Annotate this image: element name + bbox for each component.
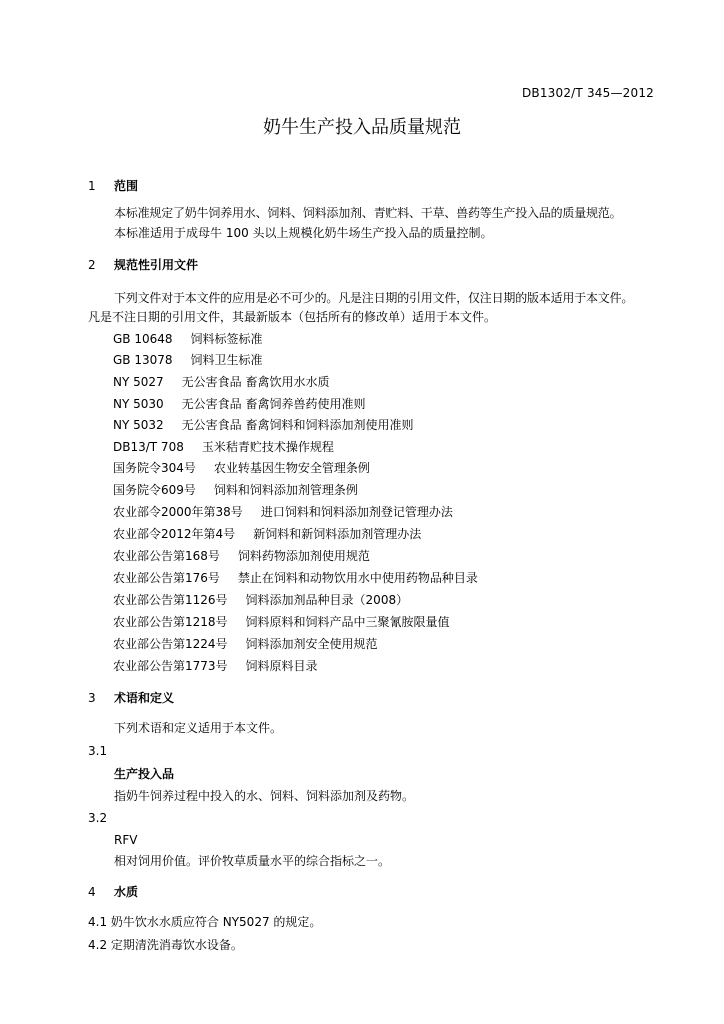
clause-item xyxy=(88,914,321,930)
section-heading-terms-definitions xyxy=(88,690,174,706)
reference-code: 农业部公告第1126号 xyxy=(113,593,228,607)
clause-text: 奶牛饮水水质应符合 NY5027 的规定。 xyxy=(110,915,322,929)
reference-code: 国务院令304号 xyxy=(113,461,196,475)
reference-code: GB 10648 xyxy=(113,332,173,346)
reference-name: 饲料原料目录 xyxy=(245,659,318,673)
reference-code: 农业部公告第1224号 xyxy=(113,637,228,651)
paragraph: 本标准适用于成母牛 100 头以上规模化奶牛场生产投入品的质量控制。 xyxy=(114,226,493,240)
reference-code: NY 5032 xyxy=(113,418,164,432)
section-title: 术语和定义 xyxy=(114,691,175,705)
section-number: 1 xyxy=(88,179,96,193)
clause-text: 定期清洗消毒饮水设备。 xyxy=(110,938,243,952)
reference-item xyxy=(113,417,414,433)
reference-name: 饲料标签标准 xyxy=(190,332,263,346)
reference-item xyxy=(113,614,450,630)
reference-code: 农业部公告第1218号 xyxy=(113,615,228,629)
reference-name: 无公害食品 畜禽饲料和饲料添加剂使用准则 xyxy=(181,418,414,432)
document-title: 奶牛生产投入品质量规范 xyxy=(263,117,461,138)
clause-item xyxy=(88,937,243,953)
reference-item xyxy=(113,592,408,608)
section-number: 3 xyxy=(88,691,96,705)
paragraph: 下列文件对于本文件的应用是必不可少的。凡是注日期的引用文件，仅注日期的版本适用于本文件。 xyxy=(114,291,634,305)
reference-item xyxy=(113,636,378,652)
reference-code: NY 5030 xyxy=(113,397,164,411)
reference-name: 饲料原料和饲料产品中三聚氰胺限量值 xyxy=(245,615,450,629)
reference-name: 饲料添加剂品种目录（2008） xyxy=(245,593,409,607)
reference-item xyxy=(113,482,358,498)
reference-item xyxy=(113,374,330,390)
reference-name: 农业转基因生物安全管理条例 xyxy=(213,461,370,475)
reference-code: 国务院令609号 xyxy=(113,483,196,497)
section-number: 4 xyxy=(88,885,96,899)
reference-name: 饲料添加剂安全使用规范 xyxy=(245,637,378,651)
reference-code: 农业部公告第168号 xyxy=(113,549,220,563)
reference-item xyxy=(113,439,334,455)
section-title: 水质 xyxy=(114,885,139,899)
term-name: 生产投入品 xyxy=(114,767,175,781)
reference-name: 饲料药物添加剂使用规范 xyxy=(237,549,370,563)
section-heading-scope xyxy=(88,178,138,194)
reference-item xyxy=(113,658,318,674)
clause-number: 4.1 xyxy=(88,915,108,929)
term-number: 3.1 xyxy=(88,744,108,758)
reference-name: 无公害食品 畜禽饲养兽药使用准则 xyxy=(181,397,366,411)
term-definition: 相对饲用价值。评价牧草质量水平的综合指标之一。 xyxy=(114,854,391,868)
reference-item xyxy=(113,504,453,520)
reference-name: 饲料卫生标准 xyxy=(190,353,263,367)
reference-name: 进口饲料和饲料添加剂登记管理办法 xyxy=(260,505,453,519)
reference-code: 农业部令2000年第38号 xyxy=(113,505,243,519)
paragraph: 下列术语和定义适用于本文件。 xyxy=(114,721,283,735)
paragraph: 凡是不注日期的引用文件，其最新版本（包括所有的修改单）适用于本文件。 xyxy=(88,310,497,324)
term-definition: 指奶牛饲养过程中投入的水、饲料、饲料添加剂及药物。 xyxy=(114,789,415,803)
reference-item xyxy=(113,396,366,412)
section-heading-water-quality xyxy=(88,884,138,900)
term-name: RFV xyxy=(114,833,138,847)
reference-item xyxy=(113,548,370,564)
standard-code: DB1302/T 345—2012 xyxy=(521,86,654,100)
reference-code: GB 13078 xyxy=(113,353,173,367)
section-title: 规范性引用文件 xyxy=(114,258,199,272)
reference-name: 无公害食品 畜禽饮用水水质 xyxy=(181,375,330,389)
reference-name: 新饲料和新饲料添加剂管理办法 xyxy=(253,527,422,541)
term-number: 3.2 xyxy=(88,811,108,825)
reference-item xyxy=(113,331,263,347)
section-number: 2 xyxy=(88,258,96,272)
reference-name: 禁止在饲料和动物饮用水中使用药物品种目录 xyxy=(237,571,478,585)
reference-code: DB13/T 708 xyxy=(113,440,184,454)
section-title: 范围 xyxy=(114,179,139,193)
reference-item xyxy=(113,352,263,368)
reference-code: NY 5027 xyxy=(113,375,164,389)
reference-code: 农业部公告第176号 xyxy=(113,571,220,585)
reference-code: 农业部公告第1773号 xyxy=(113,659,228,673)
clause-number: 4.2 xyxy=(88,938,108,952)
reference-name: 饲料和饲料添加剂管理条例 xyxy=(213,483,358,497)
reference-code: 农业部令2012年第4号 xyxy=(113,527,236,541)
reference-name: 玉米秸青贮技术操作规程 xyxy=(201,440,334,454)
reference-item xyxy=(113,526,421,542)
reference-item xyxy=(113,570,478,586)
reference-item xyxy=(113,460,370,476)
section-heading-normative-references xyxy=(88,257,198,273)
paragraph: 本标准规定了奶牛饲养用水、饲料、饲料添加剂、青贮料、干草、兽药等生产投入品的质量规范。 xyxy=(114,206,622,220)
